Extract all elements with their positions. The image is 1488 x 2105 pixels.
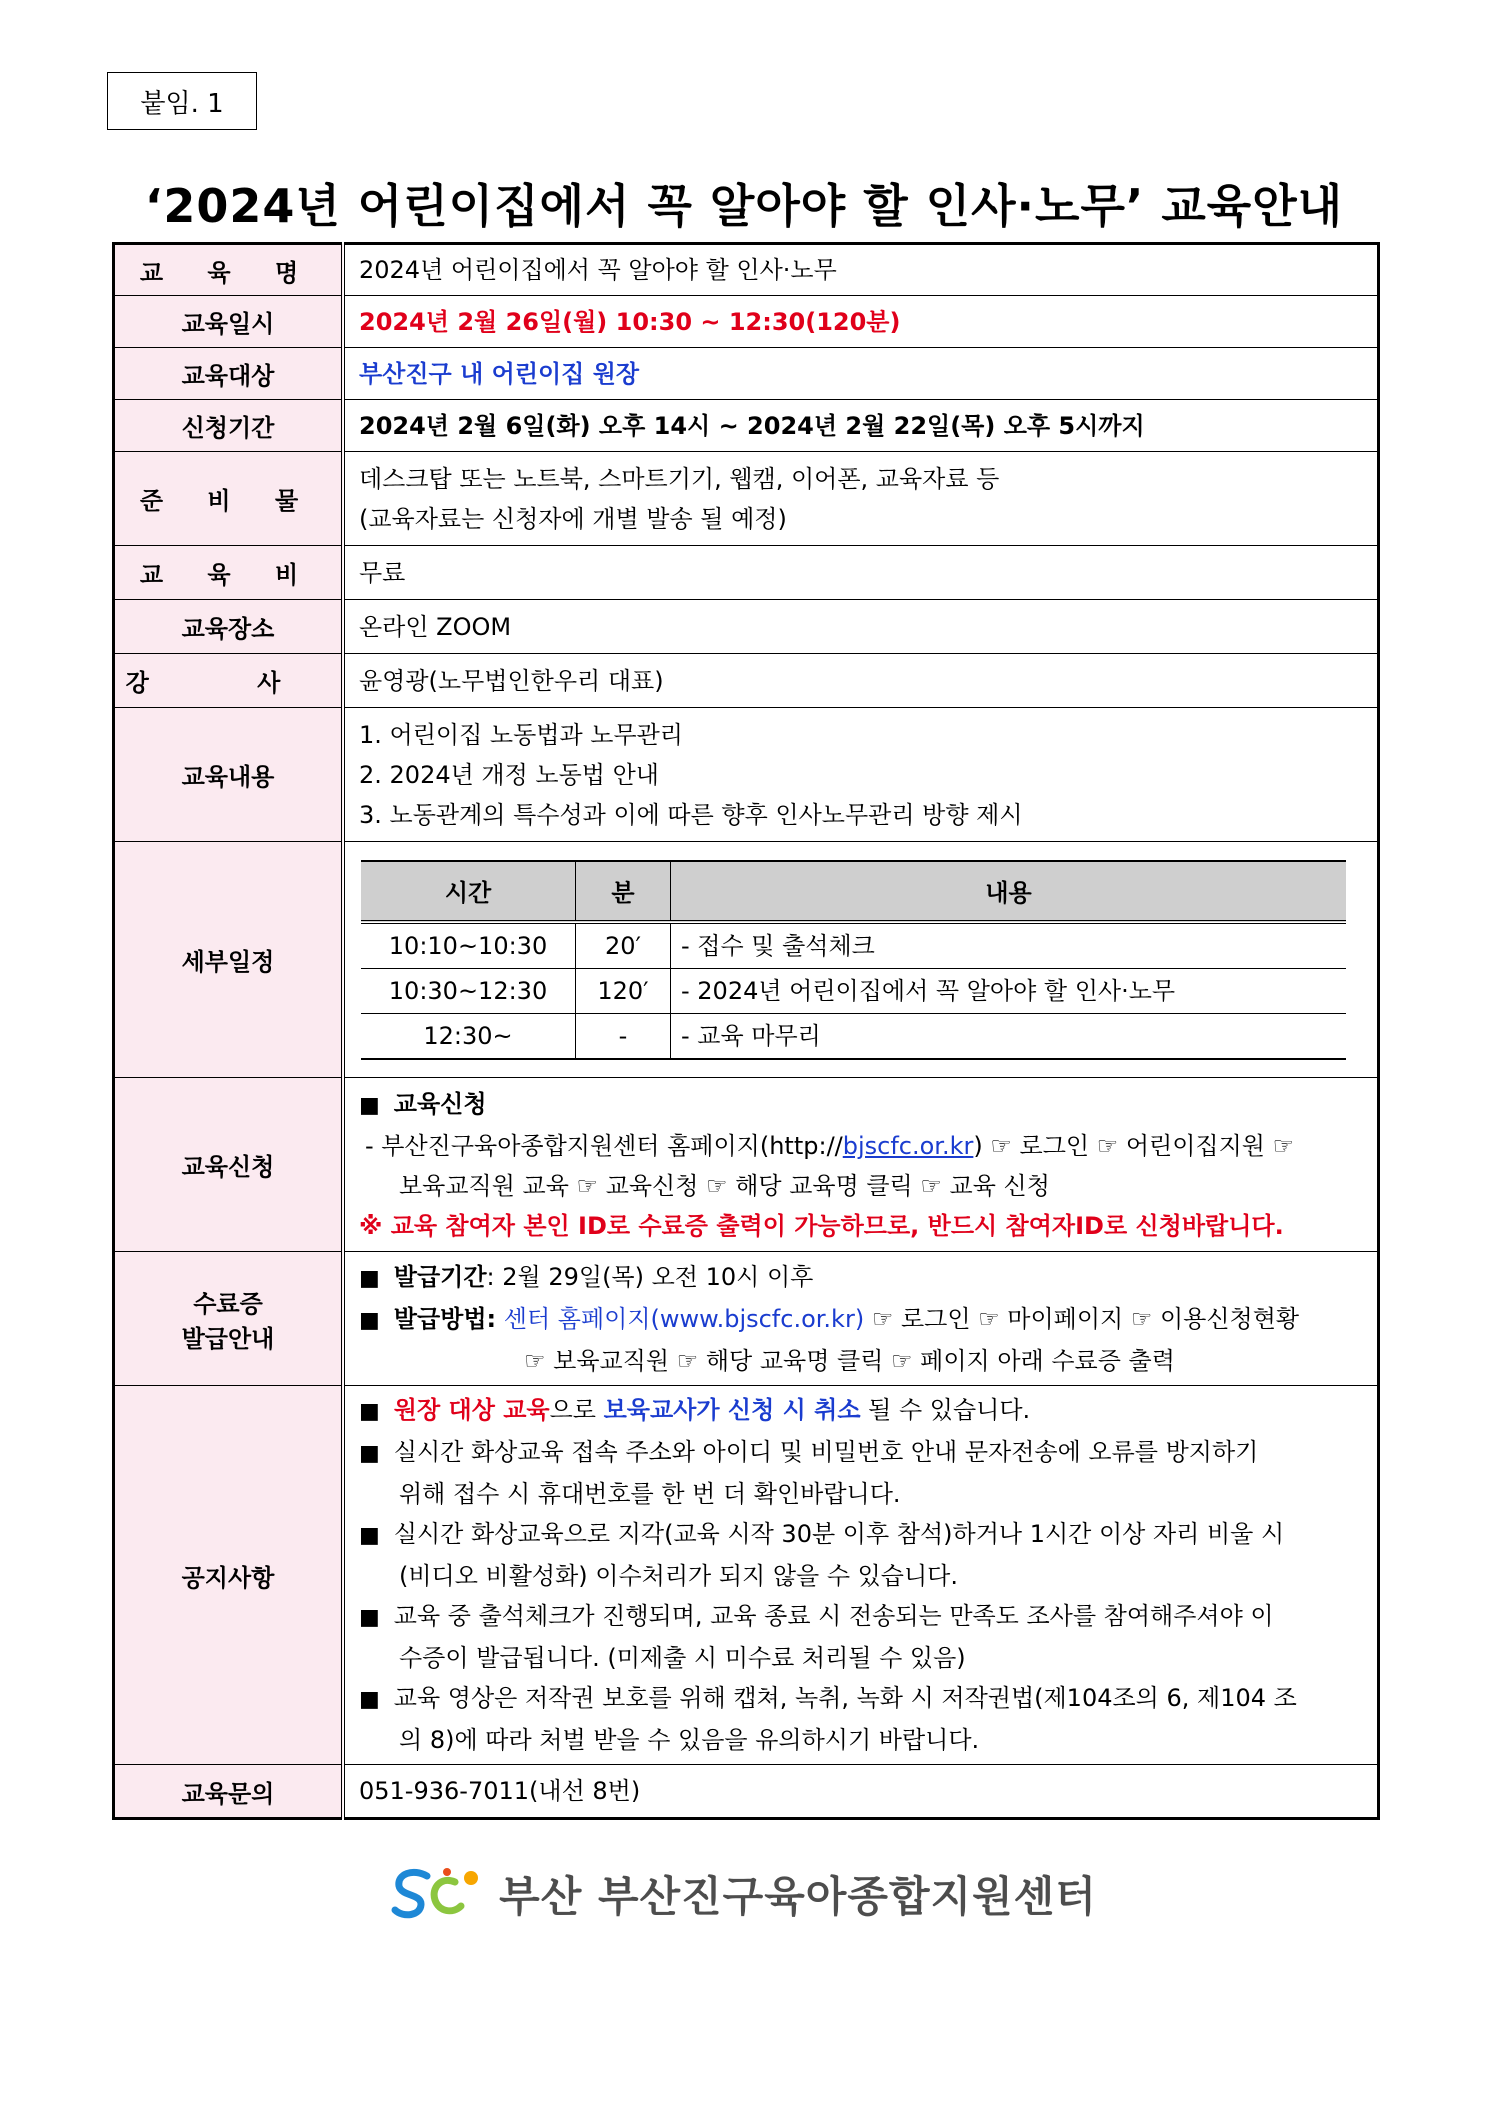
- table-row: [361, 1013, 1346, 1059]
- place-value: 온라인 ZOOM: [343, 600, 1379, 654]
- row-content: [114, 708, 1379, 842]
- row-label: 교육일시: [114, 296, 344, 348]
- notice-item-cont: 위해 접수 시 휴대번호를 한 번 더 확인바랍니다.: [399, 1480, 901, 1508]
- row-certificate: [114, 1252, 1379, 1386]
- certificate-method-label: 발급방법: [393, 1304, 487, 1333]
- schedule-cell: [343, 842, 1379, 1078]
- notice-item-cont: 의 8)에 따라 처벌 받을 수 있음을 유의하시기 바랍니다.: [399, 1726, 980, 1754]
- row-label: 교육장소: [114, 600, 344, 654]
- schedule-content: - 접수 및 출석체크: [671, 922, 1347, 969]
- row-label: 준 비 물: [114, 452, 344, 546]
- notice-item: ■ 원장 대상 교육으로 보육교사가 신청 시 취소 될 수 있습니다.: [359, 1396, 1031, 1424]
- table-row: [361, 968, 1346, 1013]
- row-materials: [114, 452, 1379, 546]
- certificate-method-line: ☞ 보육교직원 ☞ 해당 교육명 클릭 ☞ 페이지 아래 수료증 출력: [524, 1346, 1175, 1375]
- square-bullet-icon: ■: [359, 1307, 380, 1333]
- row-label: 수료증 발급안내: [114, 1252, 344, 1386]
- certificate-value: ■ 발급기간: 2월 29일(목) 오전 10시 이후 ■ 발급방법: 센터 홈페이지(www.bjscfc.or.kr) ☞ 로그인 ☞ 마이페이지 ☞ 이용신청현황 ☞ 보육교직원 ☞ 해당 교육명 클릭 ☞ 페이지 아래 수료증 출력: [343, 1252, 1379, 1386]
- table-row: [361, 922, 1346, 969]
- content-value: [343, 708, 1379, 842]
- list-item: 3. 노동관계의 특수성과 이에 따른 향후 인사노무관리 방향 제시: [359, 800, 1023, 829]
- row-date: [114, 296, 1379, 348]
- row-place: [114, 600, 1379, 654]
- apply-line: ) ☞ 로그인 ☞ 어린이집지원 ☞: [973, 1131, 1295, 1160]
- center-homepage-link[interactable]: 센터 홈페이지(www.bjscfc.or.kr): [503, 1304, 865, 1333]
- notice-item: ■ 교육 영상은 저작권 보호를 위해 캡쳐, 녹취, 녹화 시 저작권법(제104조의 6, 제104 조: [359, 1684, 1297, 1712]
- course-name-value: 2024년 어린이집에서 꼭 알아야 할 인사·노무: [343, 244, 1379, 296]
- apply-heading: 교육신청: [393, 1089, 487, 1118]
- row-inquiry: [114, 1765, 1379, 1819]
- apply-value: [343, 1078, 1379, 1252]
- row-label: 세부일정: [114, 842, 344, 1078]
- square-bullet-icon: ■: [359, 1399, 380, 1424]
- apply-notice: ※ 교육 참여자 본인 ID로 수료증 출력이 가능하므로, 반드시 참여자ID로 신청바랍니다.: [359, 1211, 1284, 1240]
- notice-item: ■ 실시간 화상교육으로 지각(교육 시작 30분 이후 참석)하거나 1시간 이상 자리 비울 시: [359, 1520, 1285, 1548]
- notice-item-cont: 수증이 발급됩니다. (미제출 시 미수료 처리될 수 있음): [399, 1644, 966, 1672]
- square-bullet-icon: ■: [359, 1687, 380, 1712]
- square-bullet-icon: ■: [359, 1605, 380, 1630]
- row-label: 교 육 명: [114, 244, 344, 296]
- info-table: [112, 242, 1380, 1820]
- schedule-minutes: 20′: [576, 922, 671, 969]
- square-bullet-icon: ■: [359, 1092, 380, 1118]
- certificate-period-label: 발급기간: [393, 1262, 487, 1291]
- target-value: 부산진구 내 어린이집 원장: [343, 348, 1379, 400]
- schedule-time: 12:30~: [361, 1013, 576, 1059]
- row-label: 교육대상: [114, 348, 344, 400]
- apply-line: - 부산진구육아종합지원센터 홈페이지(http://: [365, 1131, 843, 1160]
- list-item: 2. 2024년 개정 노동법 안내: [359, 760, 659, 789]
- fee-value: 무료: [343, 546, 1379, 600]
- schedule-minutes: 120′: [576, 968, 671, 1013]
- row-label: 교육문의: [114, 1765, 344, 1819]
- list-item: 1. 어린이집 노동법과 노무관리: [359, 720, 683, 749]
- certificate-method-value: ☞ 로그인 ☞ 마이페이지 ☞ 이용신청현황: [864, 1304, 1300, 1333]
- date-value: 2024년 2월 26일(월) 10:30 ~ 12:30(120분): [343, 296, 1379, 348]
- schedule-content: - 2024년 어린이집에서 꼭 알아야 할 인사·노무: [671, 968, 1347, 1013]
- square-bullet-icon: ■: [359, 1265, 380, 1291]
- apply-period-value: 2024년 2월 6일(화) 오후 14시 ~ 2024년 2월 22일(목) 오후 5시까지: [343, 400, 1379, 452]
- notice-item-cont: (비디오 비활성화) 이수처리가 되지 않을 수 있습니다.: [399, 1562, 958, 1590]
- row-label: 신청기간: [114, 400, 344, 452]
- row-fee: [114, 546, 1379, 600]
- page-title: ‘2024년 어린이집에서 꼭 알아야 할 인사·노무’ 교육안내: [144, 179, 1344, 233]
- footer-org-name: 부산 부산진구육아종합지원센터: [499, 1872, 1097, 1921]
- row-label: 강 사: [114, 654, 344, 708]
- materials-value: [343, 452, 1379, 546]
- schedule-table: [361, 860, 1346, 1060]
- sc-logo-icon: [391, 1862, 487, 1926]
- row-label: 교 육 비: [114, 546, 344, 600]
- attachment-label: 붙임. 1: [107, 72, 257, 130]
- row-notices: [114, 1386, 1379, 1765]
- materials-note: (교육자료는 신청자에 개별 발송 될 예정): [359, 504, 787, 533]
- row-instructor: [114, 654, 1379, 708]
- schedule-header-min: 분: [576, 861, 671, 922]
- row-apply: [114, 1078, 1379, 1252]
- schedule-content: - 교육 마무리: [671, 1013, 1347, 1059]
- schedule-time: 10:30~12:30: [361, 968, 576, 1013]
- apply-line: 보육교직원 교육 ☞ 교육신청 ☞ 해당 교육명 클릭 ☞ 교육 신청: [399, 1171, 1050, 1200]
- square-bullet-icon: ■: [359, 1441, 380, 1466]
- materials-line: 데스크탑 또는 노트북, 스마트기기, 웹캠, 이어폰, 교육자료 등: [359, 464, 1000, 493]
- row-target: [114, 348, 1379, 400]
- row-course-name: [114, 244, 1379, 296]
- row-label: 교육내용: [114, 708, 344, 842]
- instructor-value: 윤영광(노무법인한우리 대표): [343, 654, 1379, 708]
- row-label: 교육신청: [114, 1078, 344, 1252]
- homepage-link[interactable]: bjscfc.or.kr: [842, 1131, 974, 1160]
- row-schedule: [114, 842, 1379, 1078]
- schedule-header-content: 내용: [671, 861, 1347, 922]
- square-bullet-icon: ■: [359, 1523, 380, 1548]
- schedule-time: 10:10~10:30: [361, 922, 576, 969]
- notice-item: ■ 실시간 화상교육 접속 주소와 아이디 및 비밀번호 안내 문자전송에 오류를 방지하기: [359, 1438, 1259, 1466]
- schedule-minutes: -: [576, 1013, 671, 1059]
- schedule-header-time: 시간: [361, 861, 576, 922]
- row-apply-period: [114, 400, 1379, 452]
- row-label: 공지사항: [114, 1386, 344, 1765]
- footer: [0, 1862, 1488, 1926]
- certificate-period-value: : 2월 29일(목) 오전 10시 이후: [486, 1262, 814, 1291]
- notice-item: ■ 교육 중 출석체크가 진행되며, 교육 종료 시 전송되는 만족도 조사를 참여해주셔야 이: [359, 1602, 1274, 1630]
- notices-value: [343, 1386, 1379, 1765]
- inquiry-value: 051-936-7011(내선 8번): [343, 1765, 1379, 1819]
